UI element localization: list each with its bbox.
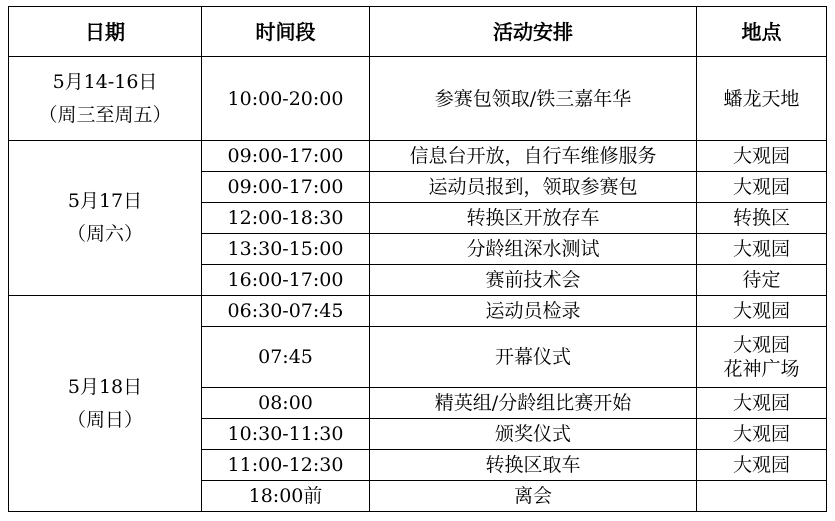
- header-time: 时间段: [202, 7, 370, 57]
- time-cell: 18:00前: [202, 481, 370, 512]
- venue-cell: 大观园: [697, 450, 827, 481]
- header-row: [9, 7, 827, 57]
- date-text: 5月18日: [67, 375, 143, 398]
- weekday-text: （周日）: [66, 408, 143, 431]
- venue-cell: [697, 327, 827, 388]
- venue-cell: 大观园: [697, 419, 827, 450]
- weekday-text: （周三至周五）: [38, 103, 172, 126]
- time-cell: 13:30-15:00: [202, 234, 370, 265]
- activity-cell: 分龄组深水测试: [370, 234, 697, 265]
- date-text: 5月14-16日: [52, 70, 158, 93]
- activity-cell: 颁奖仪式: [370, 419, 697, 450]
- venue-cell: 转换区: [697, 203, 827, 234]
- date-cell: [9, 57, 202, 141]
- venue-cell: 蟠龙天地: [697, 57, 827, 141]
- venue-cell: 大观园: [697, 172, 827, 203]
- date-cell: [9, 296, 202, 512]
- activity-cell: 离会: [370, 481, 697, 512]
- venue-cell: 待定: [697, 265, 827, 296]
- time-cell: 11:00-12:30: [202, 450, 370, 481]
- activity-cell: 开幕仪式: [370, 327, 697, 388]
- activity-cell: 信息台开放，自行车维修服务: [370, 141, 697, 172]
- venue-cell: [697, 481, 827, 512]
- header-venue: 地点: [697, 7, 827, 57]
- weekday-text: （周六）: [66, 223, 143, 245]
- time-cell: 12:00-18:30: [202, 203, 370, 234]
- venue-cell: 大观园: [697, 141, 827, 172]
- table-row: [9, 141, 827, 172]
- time-cell: 06:30-07:45: [202, 296, 370, 327]
- date-cell: [9, 141, 202, 296]
- activity-cell: 转换区取车: [370, 450, 697, 481]
- time-cell: 08:00: [202, 388, 370, 419]
- activity-cell: 参赛包领取/铁三嘉年华: [370, 57, 697, 141]
- activity-cell: 运动员检录: [370, 296, 697, 327]
- time-cell: 09:00-17:00: [202, 172, 370, 203]
- time-cell: 10:00-20:00: [202, 57, 370, 141]
- time-cell: 10:30-11:30: [202, 419, 370, 450]
- activity-cell: 精英组/分龄组比赛开始: [370, 388, 697, 419]
- date-text: 5月17日: [67, 190, 143, 212]
- schedule-table: [8, 6, 827, 512]
- time-cell: 07:45: [202, 327, 370, 388]
- header-date: 日期: [9, 7, 202, 57]
- table-row: [9, 57, 827, 141]
- activity-cell: 赛前技术会: [370, 265, 697, 296]
- venue-cell: 大观园: [697, 234, 827, 265]
- header-activity: 活动安排: [370, 7, 697, 57]
- time-cell: 09:00-17:00: [202, 141, 370, 172]
- venue-cell: 大观园: [697, 296, 827, 327]
- venue-line: 大观园: [732, 334, 790, 356]
- activity-cell: 转换区开放存车: [370, 203, 697, 234]
- activity-cell: 运动员报到，领取参赛包: [370, 172, 697, 203]
- venue-cell: 大观园: [697, 388, 827, 419]
- time-cell: 16:00-17:00: [202, 265, 370, 296]
- table-row: [9, 296, 827, 327]
- venue-line: 花神广场: [723, 358, 800, 380]
